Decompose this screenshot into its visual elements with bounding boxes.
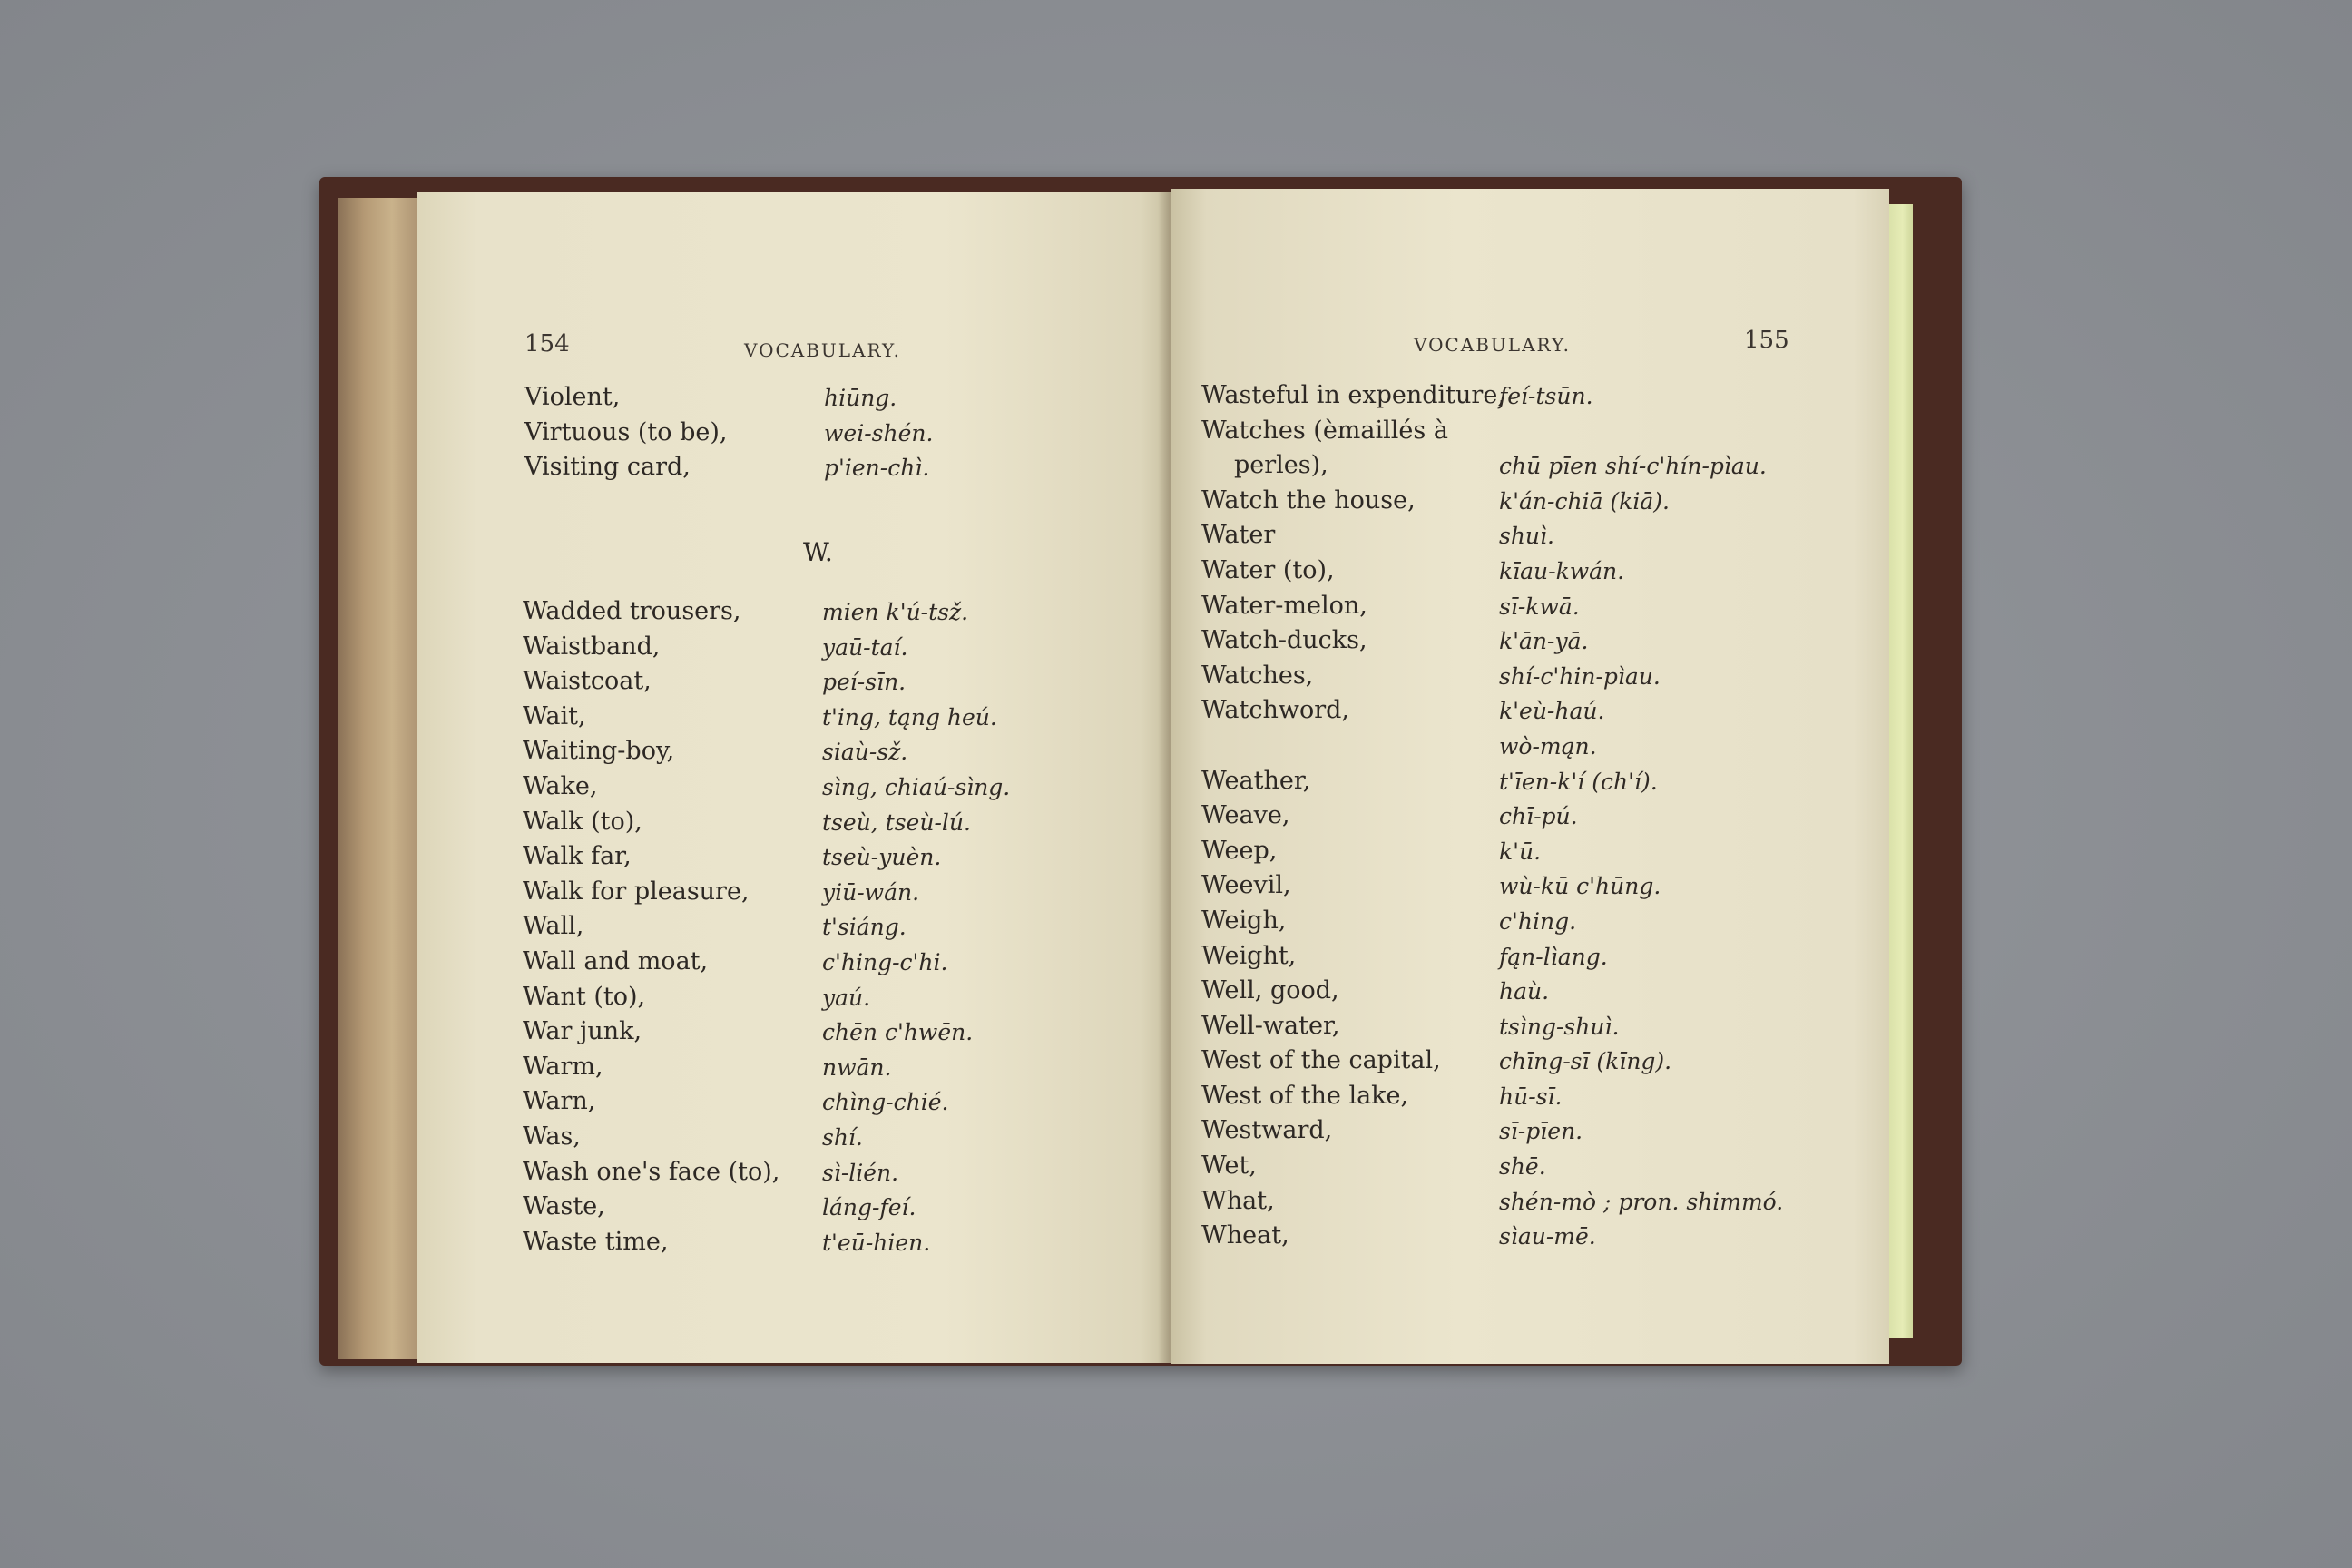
entry-translation: nwān.	[822, 1054, 892, 1081]
entry-translation: feí-tsūn.	[1499, 383, 1593, 409]
vocabulary-entry	[1201, 416, 1873, 452]
entry-term: Visiting card,	[524, 453, 691, 482]
entry-translation: chēn c'hwēn.	[822, 1019, 974, 1046]
vocabulary-entry	[523, 1192, 1158, 1228]
entry-translation: mien k'ú-tsž.	[822, 599, 969, 625]
entry-term: Warn,	[523, 1087, 596, 1116]
vocabulary-entry	[523, 1122, 1158, 1158]
vocabulary-entry	[1201, 451, 1873, 486]
vocabulary-entry	[1201, 521, 1873, 556]
entry-translation: yaú.	[822, 984, 871, 1011]
entry-translation: p'ien-chì.	[824, 455, 930, 482]
section-letter: W.	[803, 537, 833, 567]
entry-translation: k'ān-yā.	[1499, 628, 1589, 655]
entry-list-top	[524, 383, 1160, 488]
entry-term: Watchword,	[1201, 696, 1350, 725]
vocabulary-entry	[1201, 556, 1873, 592]
vocabulary-entry	[1201, 871, 1873, 906]
entry-translation: tseù-yuèn.	[822, 844, 942, 871]
entry-term: Weigh,	[1201, 906, 1287, 935]
right-page	[1171, 189, 1889, 1364]
entry-term: Weevil,	[1201, 871, 1291, 900]
vocabulary-entry	[524, 418, 1160, 454]
vocabulary-entry	[523, 1053, 1158, 1088]
entry-term: Waiting-boy,	[523, 737, 675, 766]
vocabulary-entry	[523, 772, 1158, 808]
entry-translation: shē.	[1499, 1153, 1546, 1181]
entry-term: Weight,	[1201, 941, 1297, 970]
entry-term: Westward,	[1201, 1116, 1333, 1145]
vocabulary-entry	[524, 383, 1160, 418]
entry-term: perles),	[1234, 451, 1328, 480]
entry-translation: láng-feí.	[822, 1194, 916, 1221]
entry-translation: k'eù-haú.	[1499, 698, 1605, 725]
vocabulary-entry	[1201, 731, 1873, 767]
entry-term: Wasteful in expenditure,	[1201, 381, 1505, 409]
entry-term: Waistband,	[523, 632, 661, 661]
entry-translation: hiūng.	[824, 385, 897, 411]
vocabulary-entry	[1201, 662, 1873, 697]
entry-term: Warm,	[523, 1052, 603, 1081]
entry-term: Walk (to),	[523, 807, 642, 836]
vocabulary-entry	[1201, 626, 1873, 662]
vocabulary-entry	[523, 702, 1158, 738]
entry-translation: wei-shén.	[824, 419, 934, 446]
vocabulary-entry	[523, 808, 1158, 843]
entry-translation: chīng-sī (kīng).	[1499, 1048, 1672, 1075]
left-page	[417, 192, 1171, 1363]
entry-term: Water (to),	[1201, 555, 1335, 584]
entry-translation: hū-sī.	[1499, 1083, 1563, 1110]
entry-translation: k'ū.	[1499, 838, 1542, 865]
entry-translation: fąn-lìang.	[1499, 943, 1608, 970]
entry-translation: kīau-kwán.	[1499, 557, 1625, 584]
entry-term: Wheat,	[1201, 1221, 1289, 1250]
entry-translation: sìau-mē.	[1499, 1223, 1596, 1250]
entry-term: Wall,	[523, 912, 584, 941]
entry-term: Water-melon,	[1201, 591, 1367, 620]
entry-list	[1201, 381, 1873, 1257]
entry-translation: t'ing, tąng heú.	[822, 703, 997, 730]
vocabulary-entry	[1201, 1116, 1873, 1152]
entry-translation: c'hing.	[1499, 907, 1577, 935]
entry-translation: sī-pīen.	[1499, 1118, 1583, 1145]
vocabulary-entry	[524, 453, 1160, 488]
entry-translation: haù.	[1499, 978, 1550, 1005]
entry-term: Weather,	[1201, 766, 1311, 795]
entry-term: Waste,	[523, 1192, 605, 1221]
entry-translation: sī-kwā.	[1499, 593, 1580, 620]
entry-translation: tsìng-shuì.	[1499, 1013, 1620, 1040]
vocabulary-entry	[1201, 976, 1873, 1012]
vocabulary-entry	[1201, 942, 1873, 977]
running-header: VOCABULARY.	[1414, 334, 1571, 356]
entry-term: Walk for pleasure,	[523, 877, 750, 906]
entry-translation: tseù, tseù-lú.	[822, 808, 971, 836]
entry-translation: chìng-chié.	[822, 1089, 949, 1116]
entry-translation: t'siáng.	[822, 914, 906, 941]
entry-term: Water	[1201, 521, 1276, 550]
vocabulary-entry	[523, 632, 1158, 668]
entry-term: Waistcoat,	[523, 667, 652, 696]
entry-translation: yaū-taí.	[822, 633, 908, 661]
entry-translation: chī-pú.	[1499, 803, 1578, 830]
entry-term: Wall and moat,	[523, 946, 709, 975]
vocabulary-entry	[523, 1228, 1158, 1263]
vocabulary-entry	[523, 1017, 1158, 1053]
page-edge-right	[1887, 204, 1913, 1338]
entry-term: Was,	[523, 1122, 581, 1151]
entry-translation: wù-kū c'hūng.	[1499, 873, 1661, 900]
entry-translation: peí-sīn.	[822, 669, 906, 696]
entry-translation: t'eū-hien.	[822, 1229, 931, 1256]
entry-term: Walk far,	[523, 842, 632, 871]
vocabulary-entry	[523, 842, 1158, 877]
entry-term: Watch the house,	[1201, 485, 1416, 514]
vocabulary-entry	[1201, 906, 1873, 942]
entry-list	[523, 597, 1158, 1262]
entry-term: Weep,	[1201, 836, 1278, 865]
entry-translation: chū pīen shí-c'hín-pìau.	[1499, 453, 1767, 480]
vocabulary-entry	[1201, 1012, 1873, 1047]
entry-translation: shén-mò ; pron. shimmó.	[1499, 1188, 1784, 1215]
vocabulary-entry	[1201, 592, 1873, 627]
vocabulary-entry	[1201, 1187, 1873, 1222]
page-number: 155	[1744, 327, 1789, 354]
vocabulary-entry	[523, 912, 1158, 947]
entry-term: Watches (èmaillés à	[1201, 416, 1448, 445]
entry-translation: k'án-chiā (kiā).	[1499, 487, 1670, 514]
vocabulary-entry	[523, 1158, 1158, 1193]
vocabulary-entry	[1201, 486, 1873, 522]
vocabulary-entry	[1201, 381, 1873, 416]
entry-term: Well-water,	[1201, 1011, 1340, 1040]
vocabulary-entry	[523, 983, 1158, 1018]
vocabulary-entry	[523, 1087, 1158, 1122]
entry-term: Watches,	[1201, 661, 1314, 690]
vocabulary-entry	[1201, 696, 1873, 731]
entry-term: Wake,	[523, 771, 598, 800]
vocabulary-entry	[1201, 1221, 1873, 1257]
entry-term: Weave,	[1201, 801, 1290, 830]
entry-term: Wash one's face (to),	[523, 1157, 780, 1186]
vocabulary-entry	[1201, 1152, 1873, 1187]
vocabulary-entry	[523, 877, 1158, 913]
entry-term: Want (to),	[523, 982, 646, 1011]
running-header: VOCABULARY.	[744, 339, 901, 361]
entry-term: What,	[1201, 1186, 1275, 1215]
vocabulary-entry	[523, 597, 1158, 632]
entry-translation: t'īen-k'í (ch'í).	[1499, 768, 1658, 795]
entry-translation: shuì.	[1499, 523, 1554, 550]
entry-term: West of the capital,	[1201, 1046, 1441, 1075]
vocabulary-entry	[1201, 837, 1873, 872]
entry-term: Watch-ducks,	[1201, 626, 1367, 655]
page-number: 154	[524, 330, 570, 358]
entry-translation: shí.	[822, 1123, 863, 1151]
vocabulary-entry	[1201, 1082, 1873, 1117]
entry-translation: c'hing-c'hi.	[822, 948, 948, 975]
page-edges	[338, 198, 428, 1359]
vocabulary-entry	[523, 947, 1158, 983]
entry-term: Wet,	[1201, 1152, 1257, 1181]
entry-term: Wadded trousers,	[523, 597, 741, 625]
entry-term: War junk,	[523, 1017, 642, 1046]
entry-term: Virtuous (to be),	[524, 417, 728, 446]
entry-term: West of the lake,	[1201, 1081, 1409, 1110]
entry-translation: shí-c'hin-pìau.	[1499, 662, 1661, 690]
entry-term: Wait,	[523, 701, 586, 730]
entry-translation: wò-mąn.	[1499, 732, 1597, 760]
vocabulary-entry	[1201, 1046, 1873, 1082]
entry-translation: yiū-wán.	[822, 878, 920, 906]
entry-term: Well, good,	[1201, 976, 1339, 1005]
entry-term: Violent,	[524, 383, 621, 411]
vocabulary-entry	[523, 737, 1158, 772]
entry-translation: sì-lién.	[822, 1159, 899, 1186]
vocabulary-entry	[1201, 801, 1873, 837]
vocabulary-entry	[523, 667, 1158, 702]
entry-translation: siaù-sž.	[822, 739, 908, 766]
entry-translation: sìng, chiaú-sìng.	[822, 773, 1011, 800]
entry-term: Waste time,	[523, 1227, 669, 1256]
vocabulary-entry	[1201, 767, 1873, 802]
